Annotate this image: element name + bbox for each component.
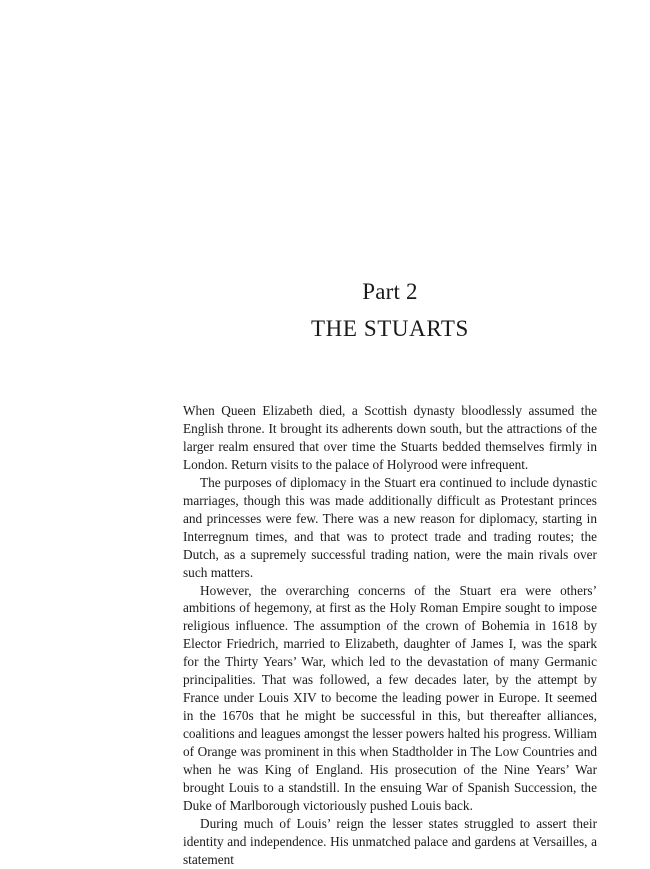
paragraph-2: The purposes of diplomacy in the Stuart era continued to include dynastic marriages, though this was made additionally difficult as Protestant princes and princesses were few. There was a new reason for diplomacy, starting in Interregnum times, and that was to protect trade and trading routes; the Dutch, as a supremely successful trading nation, were the main rivals over such matters.	[183, 474, 597, 580]
part-label: Part 2	[362, 279, 418, 304]
paragraph-4: During much of Louis’ reign the lesser states struggled to assert their identity and independence. His unmatched palace and gardens at Versailles, a statement	[183, 815, 597, 867]
paragraph-3: However, the overarching concerns of the Stuart era were others’ ambitions of hegemony, at first as the Holy Roman Empire sought to impose religious influence. The assumption of the crown of Bohemia in 1618 by Elector Friedrich, married to Elizabeth, daughter of James I, was the spark for the Thirty Years’ War, which led to the devastation of many Germanic principalities. That was followed, a few decades later, by the attempt by France under Louis XIV to become the leading power in Europe. It seemed in the 1670s that he might be successful in this, but thereafter alliances, coalitions and leagues amongst the lesser powers halted his progress. William of Orange was prominent in this when Stadtholder in The Low Countries and when he was King of England. His prosecution of the Nine Years’ War brought Louis to a standstill. In the ensuing War of Spanish Succession, the Duke of Marlborough victoriously pushed Louis back.	[183, 582, 597, 813]
paragraph-1: When Queen Elizabeth died, a Scottish dynasty bloodlessly assumed the English throne. It brought its adherents down south, but the attractions of the larger realm ensured that over time the Stuarts bedded themselves firmly in London. Return visits to the palace of Holyrood were infrequent.	[183, 403, 597, 472]
part-title: THE STUARTS	[311, 316, 469, 341]
body-text	[183, 402, 597, 869]
